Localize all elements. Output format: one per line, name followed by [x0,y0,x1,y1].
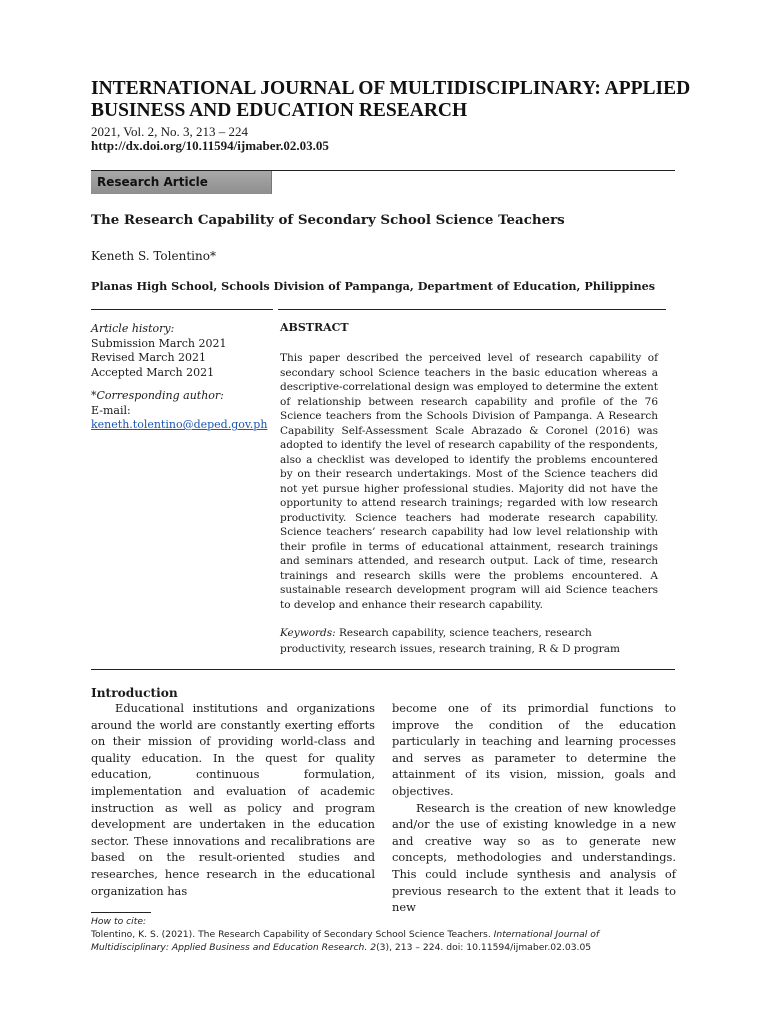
keywords-label: Keywords: [280,627,336,639]
body-column-left [91,700,375,899]
citation-line-1 [91,928,691,941]
citation-line-2 [91,941,691,954]
abstract-heading: ABSTRACT [280,321,349,334]
email-label: E-mail: [91,403,131,417]
history-submission: Submission March 2021 [91,336,227,350]
abstract-body: This paper described the perceived level of research capability of secondary school Science teachers in the basic education whereas a descriptive-correlational design was employed to determine the extent of relationship between research capability and profile of the 76 Science teachers from the Schools Division of Pampanga. A Research Capability Self-Assessment Scale Abrazado & Coronel (2016) was adopted to identify the level of research capability of the respondents, also a checklist was developed to identify the problems encountered by on their research undertakings. Most of the Science teachers did not yet pursue higher professional studies. Majority did not have the opportunity to attend research trainings; regarded with low research productivity. Science teachers had moderate research capability. Science teachers’ research capability had low level relationship with their profile in terms of educational attainment, research trainings and seminars attended, and research output. Lack of time, research trainings and research skills were the problems encountered. A sustainable research development program will aid Science teachers to develop and enhance their research capability. [280,352,658,611]
body-divider [91,669,675,670]
citation-journal-cont: Multidisciplinary: Applied Business and Education Research. 2 [91,942,377,953]
journal-title-line2: BUSINESS AND EDUCATION RESEARCH [91,100,468,121]
intro-paragraph-1-continued: become one of its primordial functions to improve the condition of the education particularly in teaching and learning processes and serves as parameter to determine the attainment of its vision, mission, goals and objectives. [392,701,676,798]
history-accepted: Accepted March 2021 [91,365,215,379]
journal-citation: 2021, Vol. 2, No. 3, 213 – 224 [91,124,248,139]
citation-journal: International Journal of [493,929,600,940]
journal-title [91,78,691,122]
journal-doi-link[interactable]: http://dx.doi.org/10.11594/ijmaber.02.03.05 [91,138,329,153]
citation-text: Tolentino, K. S. (2021). The Research Capability of Secondary School Science Teachers. [91,929,494,940]
abstract-divider-left [91,309,273,310]
footnote-divider [91,912,151,913]
keywords-list: Research capability, science teachers, research productivity, research issues, research training, R & D program [280,627,620,655]
history-label: Article history: [91,322,175,335]
article-type-badge: Research Article [91,171,272,194]
corresponding-author-label: *Corresponding author: [91,389,224,402]
author-email-link[interactable]: keneth.tolentino@deped.gov.ph [91,418,268,431]
author-affiliation: Planas High School, Schools Division of Pampanga, Department of Education, Philippines [91,279,656,293]
introduction-heading: Introduction [91,686,178,700]
paper-title: The Research Capability of Secondary School Science Teachers [91,212,565,228]
journal-title-line1: INTERNATIONAL JOURNAL OF MULTIDISCIPLINARY: APPLIED [91,78,691,99]
abstract-divider-right [278,309,666,310]
author-name: Keneth S. Tolentino* [91,249,216,263]
how-to-cite [91,915,691,954]
how-to-cite-label: How to cite: [91,916,147,927]
body-column-right [392,700,676,916]
history-revised: Revised March 2021 [91,351,207,364]
intro-paragraph-1: Educational institutions and organizations around the world are constantly exerting efforts on their mission of providing world-class and quality education. In the quest for quality education, continuous formulation, implementation and evaluation of academic instruction as well as policy and program development are undertaken in the education sector. These innovations and recalibrations are based on the result-oriented studies and researches, hence research in the educational organization has [91,701,375,898]
citation-issue-doi: (3), 213 – 224. doi: 10.11594/ijmaber.02.03.05 [376,942,592,953]
article-history [91,322,271,433]
keywords [280,625,658,657]
intro-paragraph-2: Research is the creation of new knowledge and/or the use of existing knowledge in a new and creative way so as to generate new concepts, methodologies and understandings. This could include synthesis and analysis of previous research to the extent that it leads to new [392,800,676,915]
